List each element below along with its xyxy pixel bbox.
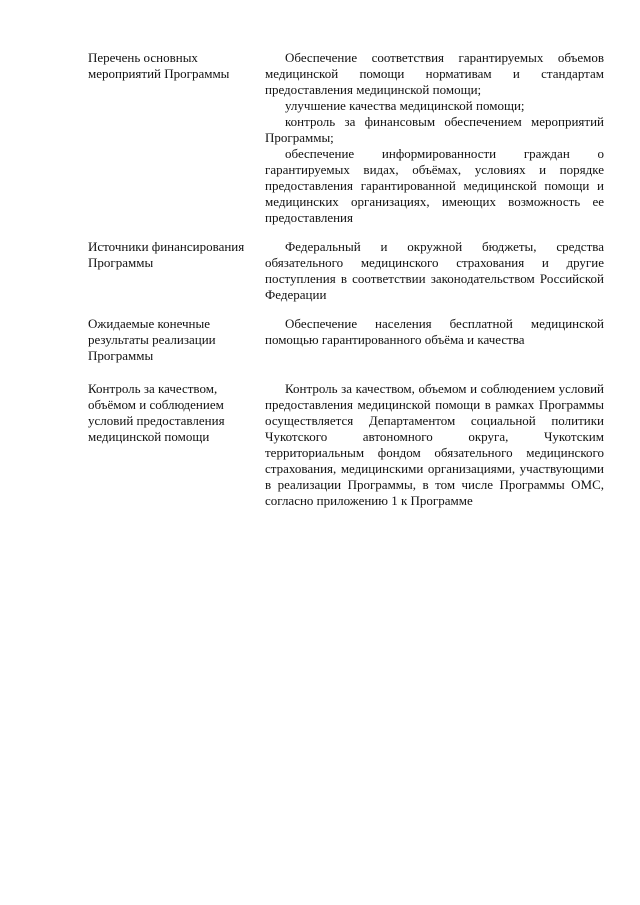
content-paragraph: Контроль за качеством, объемом и соблюдением условий предоставления медицинской помощи в рамках Программы осуществляется Департаментом социальной политики Чукотского автономного округа, Чукотским территориальным фондом обязательного медицинского страхования, медицинскими организациями, участвующими в реализации Программы, в том числе Программы ОМС, согласно приложению 1 к Программе [265, 381, 604, 508]
content-paragraph: Федеральный и окружной бюджеты, средства обязательного медицинского страхования и другие поступления в соответствии законодательством Российской Федерации [265, 239, 604, 302]
row-expected-results [88, 316, 608, 364]
content-paragraph: улучшение качества медицинской помощи; [285, 98, 525, 113]
content-paragraph: контроль за финансовым обеспечением мероприятий Программы; [265, 114, 604, 145]
row-content [265, 316, 604, 348]
program-passport-table [88, 50, 608, 509]
content-paragraph: Обеспечение населения бесплатной медицинской помощью гарантированного объёма и качества [265, 316, 604, 347]
row-content [265, 50, 604, 226]
content-paragraph: Обеспечение соответствия гарантируемых объемов медицинской помощи нормативам и стандартам предоставления медицинской помощи; [265, 50, 604, 97]
row-label: Ожидаемые конечные результаты реализации Программы [88, 316, 216, 363]
row-label: Источники финансирования Программы [88, 239, 245, 270]
row-quality-control [88, 381, 608, 509]
content-paragraph: обеспечение информированности граждан о гарантируемых видах, объёмах, условиях и порядке предоставления гарантированной медицинской помощи и медицинских организациях, имеющих возможность ее предоставления [265, 146, 604, 225]
row-content [265, 239, 604, 303]
row-main-activities [88, 50, 608, 226]
row-content [265, 381, 604, 509]
row-label: Перечень основных мероприятий Программы [88, 50, 230, 81]
row-funding-sources [88, 239, 608, 303]
row-label: Контроль за качеством, объёмом и соблюдением условий предоставления медицинской помощи [88, 381, 225, 444]
